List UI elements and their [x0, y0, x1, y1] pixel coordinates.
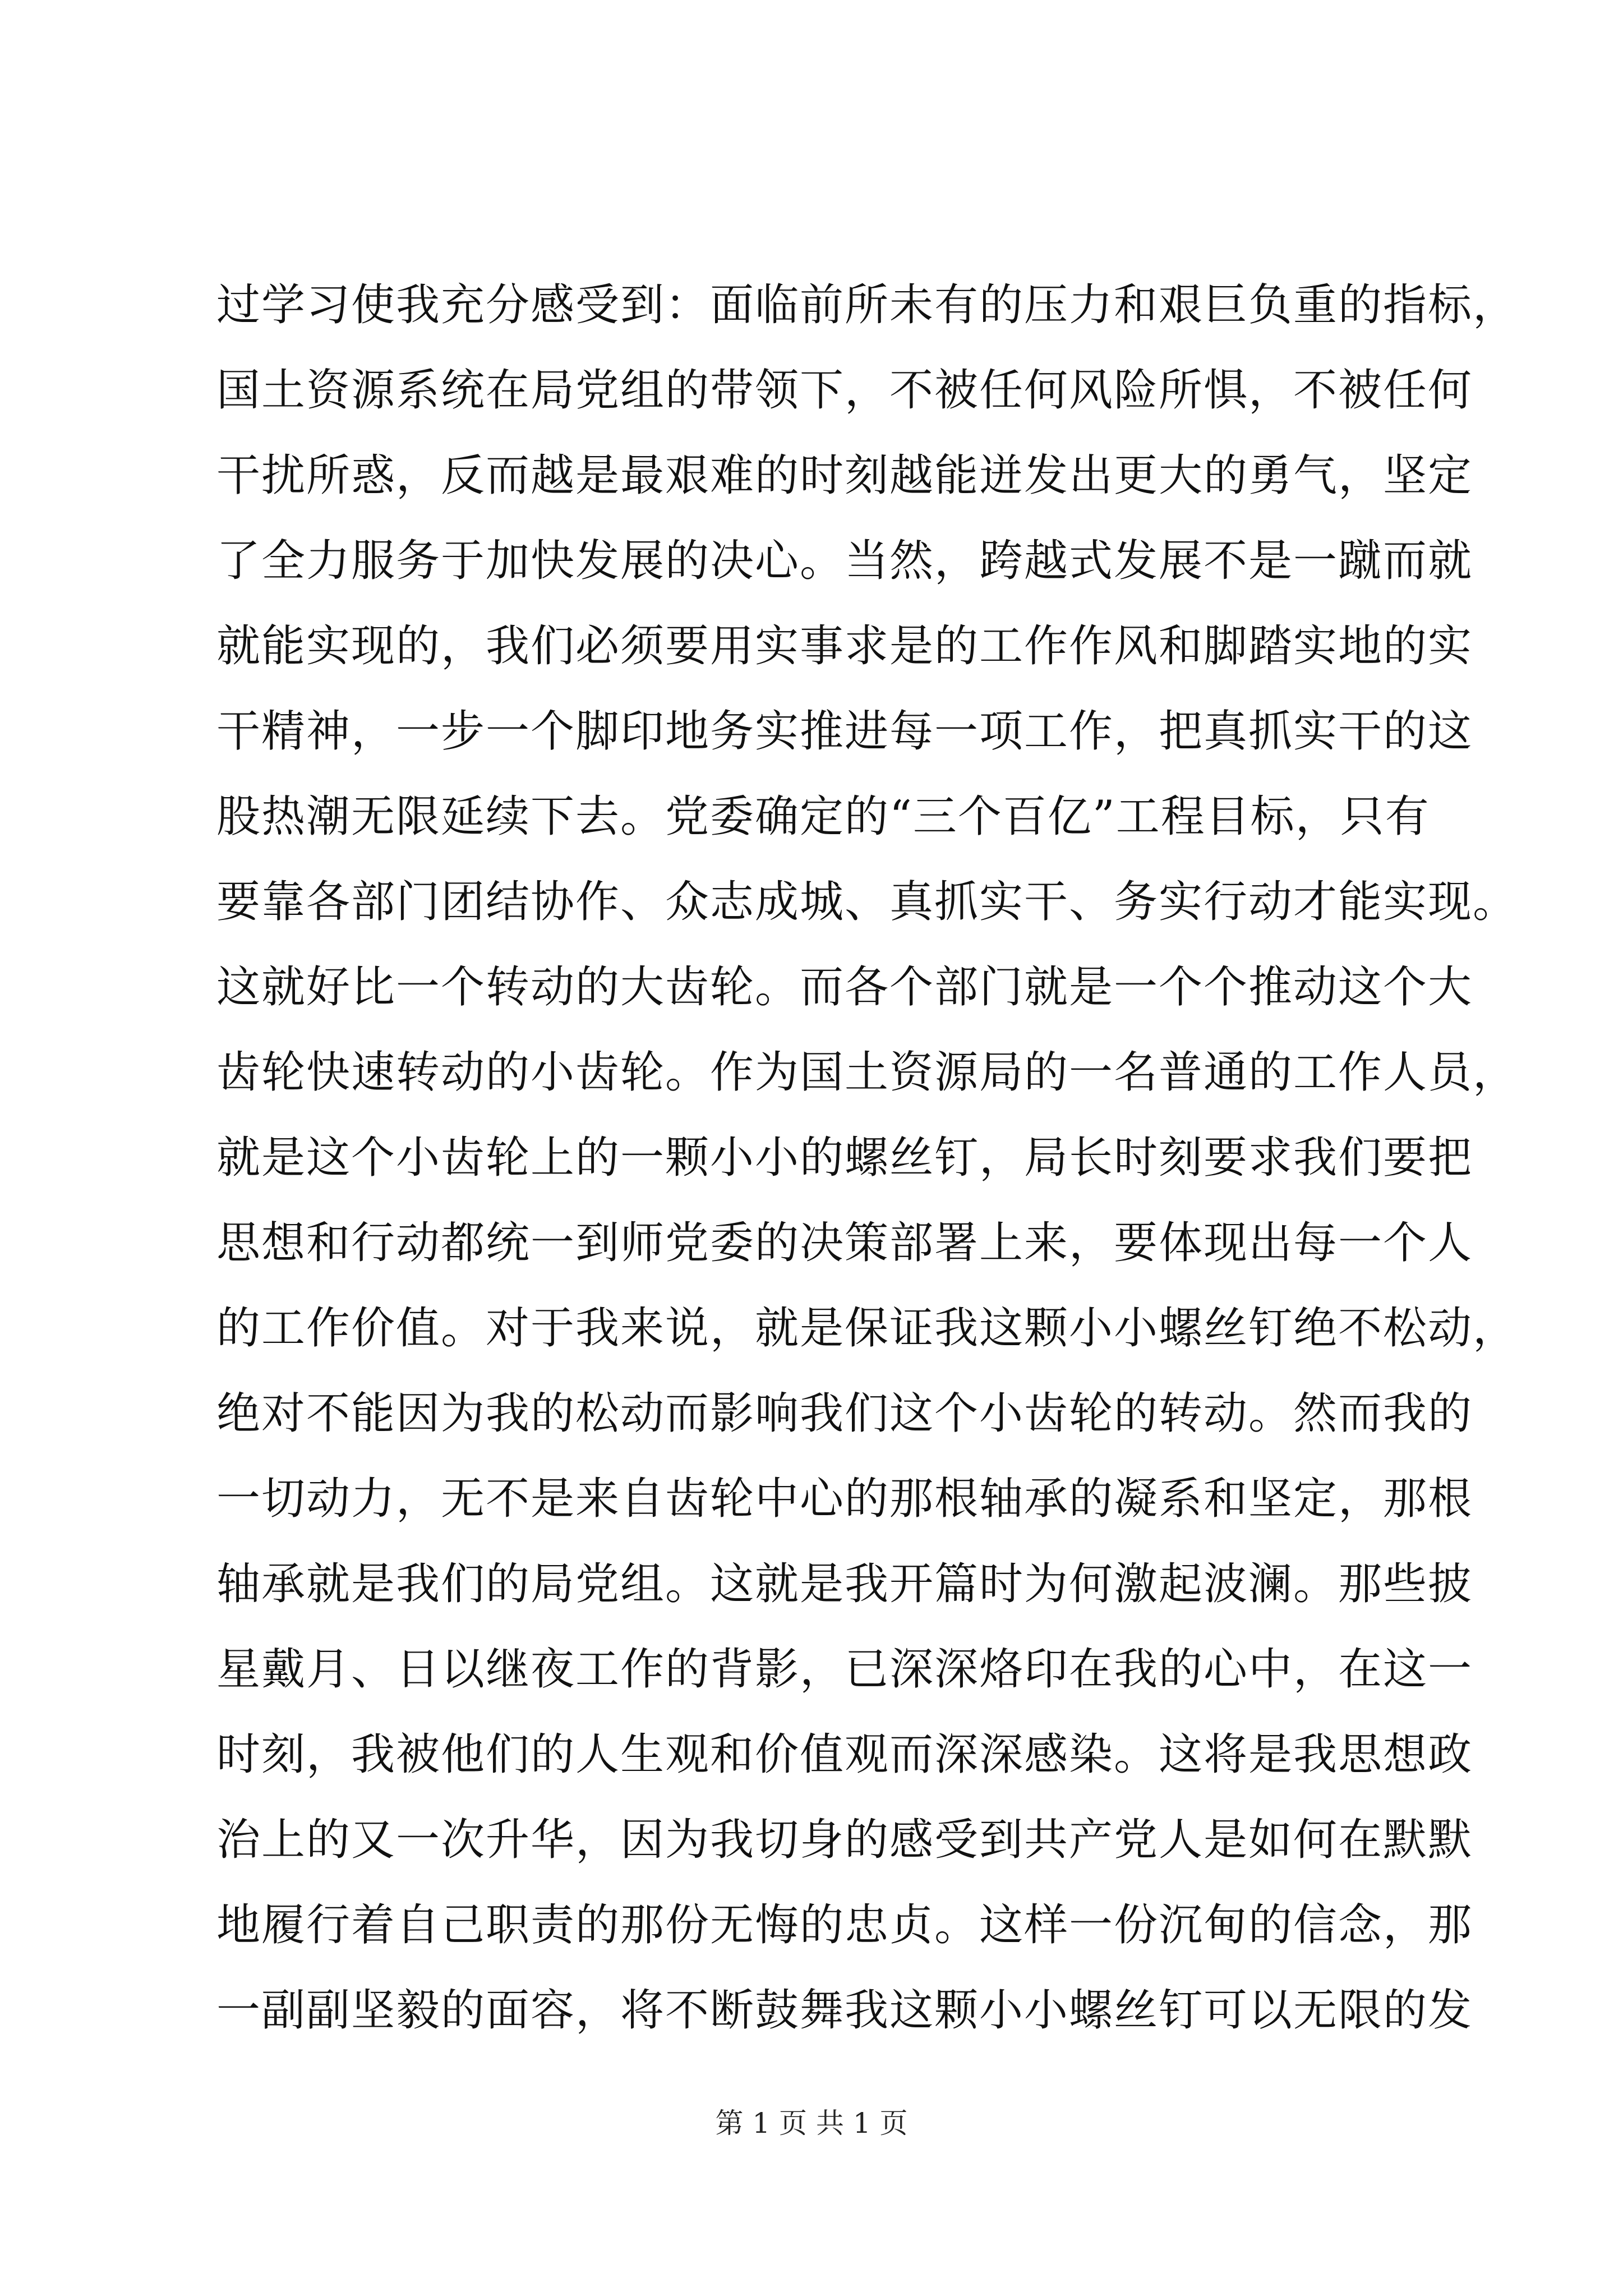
text-line: 一切动力，无不是来自齿轮中心的那根轴承的凝系和坚定，那根: [216, 1474, 1473, 1524]
text-line: 国土资源系统在局党组的带领下，不被任何风险所惧，不被任何: [216, 365, 1473, 416]
text-line: 这就好比一个转动的大齿轮。而各个部门就是一个个推动这个大: [216, 962, 1473, 1013]
text-line: 的工作价值。对于我来说，就是保证我这颗小小螺丝钉绝不松动，: [216, 1303, 1518, 1354]
text-line: 时刻，我被他们的人生观和价值观而深深感染。这将是我思想政: [216, 1729, 1473, 1780]
text-line: 股热潮无限延续下去。党委确定的“三个百亿”工程目标，只有: [216, 792, 1430, 842]
text-line: 治上的又一次升华，因为我切身的感受到共产党人是如何在默默: [216, 1815, 1473, 1865]
text-line: 齿轮快速转动的小齿轮。作为国土资源局的一名普通的工作人员，: [216, 1047, 1518, 1098]
text-line: 轴承就是我们的局党组。这就是我开篇时为何激起波澜。那些披: [216, 1559, 1473, 1609]
page-footer: 第 1 页 共 1 页: [715, 2107, 908, 2139]
text-line: 星戴月、日以继夜工作的背影，已深深烙印在我的心中，在这一: [216, 1644, 1473, 1695]
text-line: 一副副坚毅的面容，将不断鼓舞我这颗小小螺丝钉可以无限的发: [216, 1985, 1473, 2036]
text-line: 思想和行动都统一到师党委的决策部署上来，要体现出每一个人: [216, 1218, 1473, 1268]
text-line: 就能实现的，我们必须要用实事求是的工作作风和脚踏实地的实: [216, 621, 1473, 671]
text-line: 干扰所惑，反而越是最艰难的时刻越能迸发出更大的勇气，坚定: [216, 450, 1473, 501]
text-line: 了全力服务于加快发展的决心。当然，跨越式发展不是一蹴而就: [216, 536, 1473, 586]
text-line: 地履行着自己职责的那份无悔的忠贞。这样一份沉甸的信念，那: [216, 1900, 1473, 1950]
text-line: 干精神，一步一个脚印地务实推进每一项工作，把真抓实干的这: [216, 706, 1473, 757]
text-line: 过学习使我充分感受到：面临前所未有的压力和艰巨负重的指标，: [216, 280, 1518, 330]
text-line: 绝对不能因为我的松动而影响我们这个小齿轮的转动。然而我的: [216, 1388, 1473, 1439]
text-line: 就是这个小齿轮上的一颗小小的螺丝钉，局长时刻要求我们要把: [216, 1133, 1473, 1183]
text-line: 要靠各部门团结协作、众志成城、真抓实干、务实行动才能实现。: [216, 877, 1518, 927]
